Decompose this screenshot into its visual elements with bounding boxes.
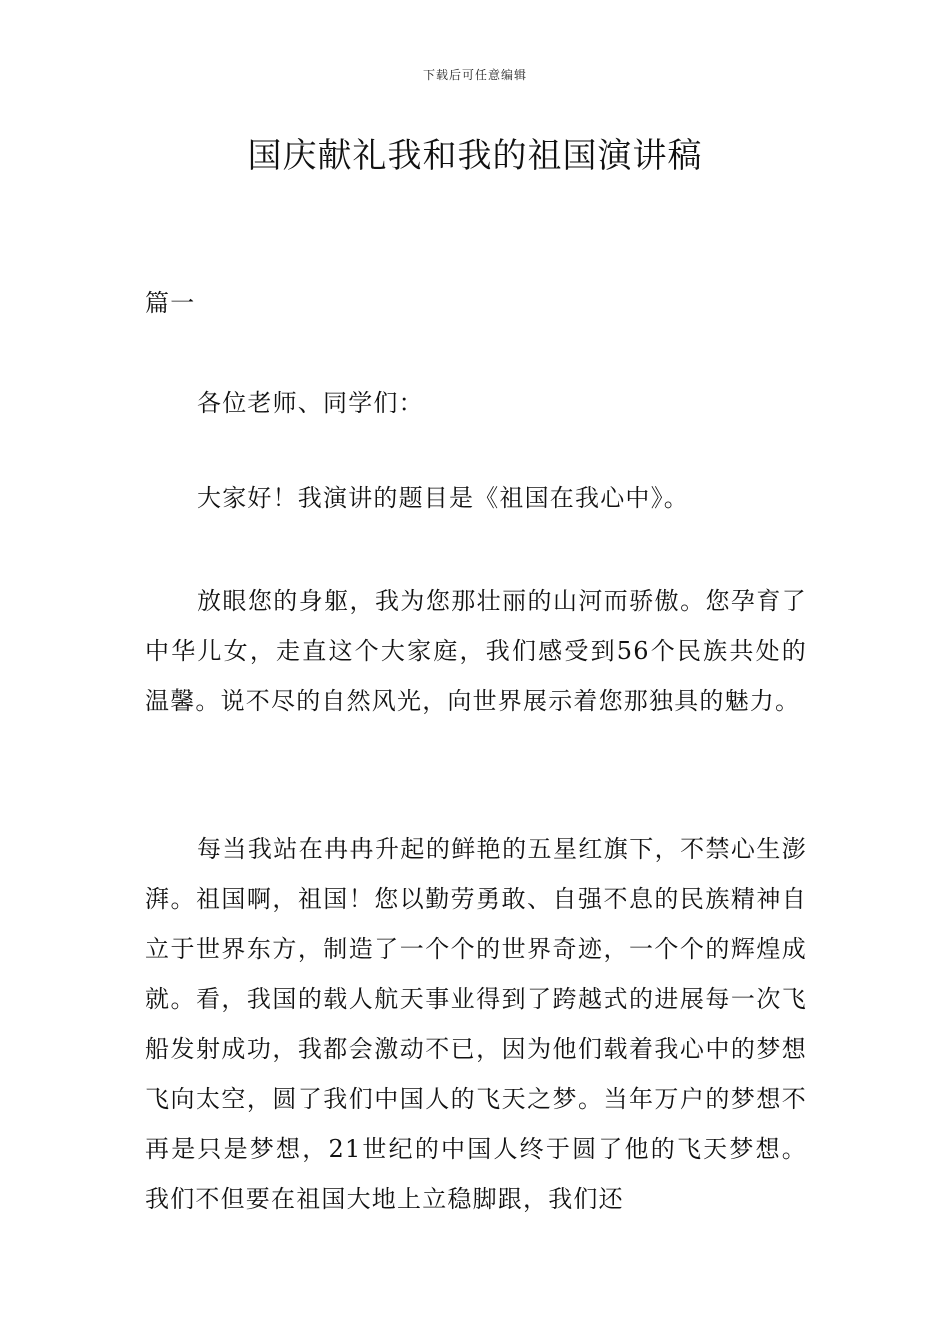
section-label: 篇一 [145, 289, 196, 317]
header-note: 下载后可任意编辑 [422, 68, 527, 82]
intro-paragraph: 大家好！我演讲的题目是《祖国在我心中》。 [197, 484, 689, 512]
body-paragraph: 每当我站在冉冉升起的鲜艳的五星红旗下，不禁心生澎湃。祖国啊，祖国！您以勤劳勇敢、自强不息的民族精神自立于世界东方，制造了一个个的世界奇迹，一个个的辉煌成就。看，我国的载人航天事业得到了跨越式的进展每一次飞船发射成功，我都会激动不已，因为他们载着我心中的梦想飞向太空，圆了我们中国人的飞天之梦。当年万户的梦想不再是只是梦想，21世纪的中国人终于圆了他的飞天梦想。我们不但要在祖国大地上立稳脚跟，我们还 [145, 835, 807, 1213]
document-title: 国庆献礼我和我的祖国演讲稿 [247, 136, 703, 176]
body-paragraph: 放眼您的身躯，我为您那壮丽的山河而骄傲。您孕育了中华儿女，走直这个大家庭，我们感受到56个民族共处的温馨。说不尽的自然风光，向世界展示着您那独具的魅力。 [145, 587, 807, 715]
greeting: 各位老师、同学们： [197, 389, 424, 417]
